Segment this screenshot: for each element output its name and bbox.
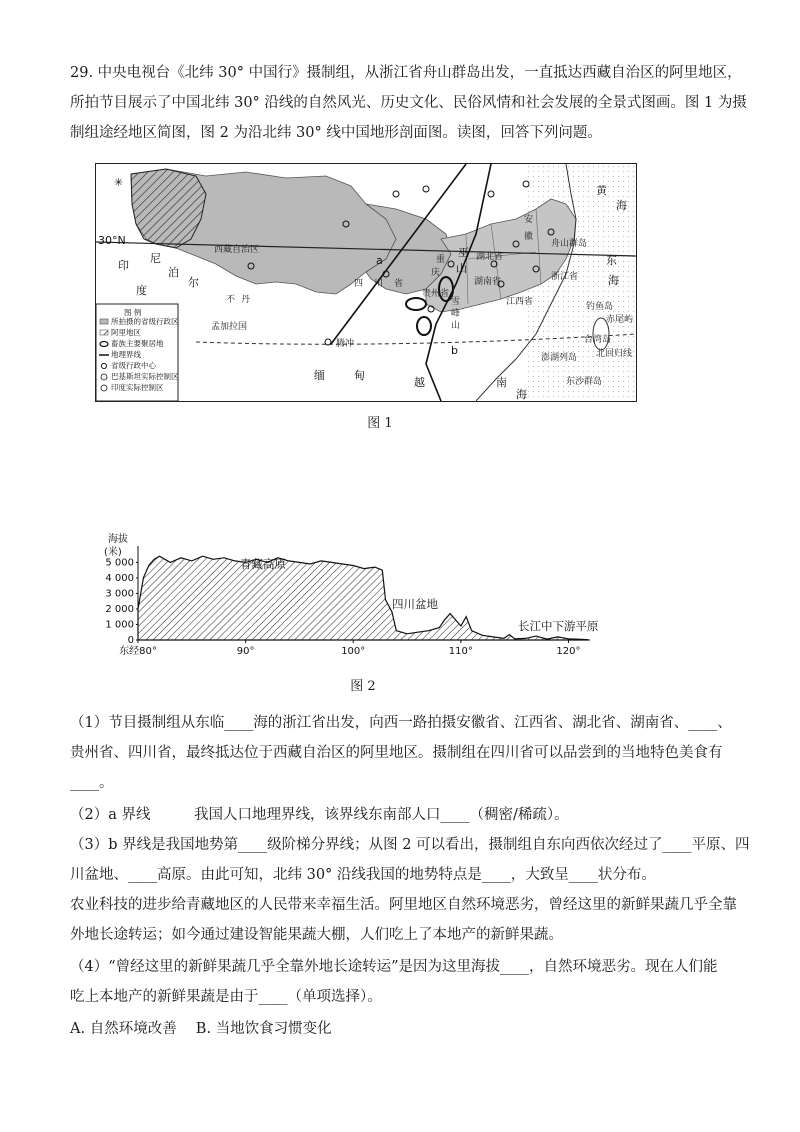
- y-ticks: [105, 557, 138, 646]
- x-tick-label: 120°: [556, 646, 581, 657]
- y-tick-label: 0: [127, 635, 134, 646]
- label-huanghai-1: 黄: [596, 184, 607, 197]
- figure-1-map: [95, 163, 637, 402]
- label-budan-2: 丹: [241, 295, 251, 305]
- x-tick-label: 东经80°: [119, 646, 157, 657]
- legend-item-3: 畜族主要聚居地: [111, 339, 164, 348]
- label-xuefeng-3: 山: [451, 321, 461, 331]
- label-tengchong: 腾冲: [336, 339, 355, 349]
- question-3-line-2: 川盆地、____高原。由此可知，北纬 30° 沿线我国的地势特点是____，大致呈____状分布。: [70, 867, 656, 883]
- legend-title: 图 例: [124, 308, 142, 317]
- label-miandian-1: 缅: [314, 369, 325, 382]
- label-chongqing-2: 庆: [431, 268, 441, 278]
- mountain-marker-3: [417, 317, 431, 335]
- legend-swatch-ali: [100, 330, 108, 335]
- label-niboer-2: 泊: [168, 266, 179, 279]
- compass-icon: ✳: [114, 176, 124, 189]
- legend-item-7: 印度实际控制区: [111, 383, 164, 392]
- label-chiwei: 赤尾屿: [606, 315, 634, 325]
- question-2: （2）a 界线 我国人口地理界线，该界线东南部人口____（稠密/稀疏）。: [70, 807, 569, 823]
- label-tropic: 北回归线: [596, 349, 633, 359]
- label-taiwan: 台湾岛: [584, 335, 612, 345]
- question-1-line-3: ____。: [70, 775, 114, 791]
- label-zhoushan: 舟山群岛: [551, 239, 588, 249]
- label-line-a: a: [376, 254, 383, 267]
- label-donghai-2: 海: [608, 274, 619, 287]
- label-wushan-1: 巫: [458, 246, 469, 259]
- label-basin: 四川盆地: [392, 597, 438, 611]
- label-yue: 越: [414, 376, 425, 389]
- question-1-line-1: （1）节目摄制组从东临____海的浙江省出发，向西一路拍摄安徽省、江西省、湖北省、湖南省、____、: [70, 715, 732, 731]
- label-guizhou: 贵州省: [422, 289, 450, 299]
- label-niboer-1: 尼: [150, 252, 161, 265]
- map-svg: [96, 164, 636, 401]
- figure-1-caption: 图 1: [367, 416, 393, 431]
- intro-line-2: 所拍节目展示了中国北纬 30° 沿线的自然风光、历史文化、民俗风情和社会发展的全景式图画。图 1 为摄: [70, 95, 747, 111]
- label-plain: 长江中下游平原: [518, 619, 599, 633]
- y-tick-label: 5 000: [105, 557, 134, 569]
- x-ticks: [119, 640, 580, 657]
- label-mengjiala: 孟加拉国: [211, 322, 248, 332]
- y-axis-title-1: 海拔: [108, 534, 128, 545]
- label-donghai-1: 东: [606, 254, 617, 267]
- label-niboer-3: 尔: [188, 276, 199, 289]
- legend-swatch-province: [100, 319, 108, 324]
- label-penghu: 澎湖列岛: [541, 353, 578, 363]
- label-hubei: 湖北省: [476, 252, 504, 262]
- legend-item-2: 阿里地区: [111, 328, 141, 337]
- legend-item-1: 所拍摄的省级行政区: [111, 317, 179, 326]
- label-hunan: 湖南省: [474, 277, 502, 287]
- intro-line-1: 29. 中央电视台《北纬 30° 中国行》摄制组，从浙江省舟山群岛出发，一直抵达西藏自治区的阿里地区，: [70, 65, 742, 81]
- x-tick-label: 110°: [448, 646, 473, 657]
- label-yindu-2: 度: [136, 284, 147, 297]
- label-diaoyu: 钓鱼岛: [586, 302, 614, 312]
- label-plateau: 青藏高原: [240, 557, 286, 571]
- mountain-marker-2: [406, 298, 426, 310]
- label-xuefeng-1: 雪: [451, 297, 461, 307]
- label-sichuan-1: 四: [354, 279, 364, 289]
- context-line-1: 农业科技的进步给青藏地区的人民带来幸福生活。阿里地区自然环境恶劣，曾经这里的新鲜果蔬几乎全靠: [70, 897, 737, 913]
- question-4-line-1: （4）“曾经这里的新鲜果蔬几乎全靠外地长途转运”是因为这里海拔____，自然环境恶劣。现在人们能: [70, 959, 718, 975]
- x-tick-label: 100°: [341, 646, 366, 657]
- label-dongsha: 东沙群岛: [566, 377, 603, 387]
- question-29-intro: [70, 58, 747, 148]
- label-miandian-2: 甸: [354, 369, 365, 382]
- question-1-line-2: 贵州省、四川省，最终抵达位于西藏自治区的阿里地区。摄制组在四川省可以品尝到的当地特色美食有: [70, 745, 723, 761]
- y-axis-title-2: (米): [104, 547, 122, 558]
- figure-2-profile: [100, 530, 600, 665]
- label-line-b: b: [451, 344, 458, 357]
- label-yindu-1: 印: [118, 259, 129, 272]
- x-tick-label: 90°: [236, 646, 255, 657]
- label-jiangxi: 江西省: [506, 297, 534, 307]
- legend-item-4: 地理界线: [111, 350, 141, 359]
- label-huanghai-2: 海: [616, 199, 627, 212]
- y-tick-label: 3 000: [105, 588, 134, 600]
- label-sichuan-2: 川: [374, 279, 384, 289]
- y-tick-label: 1 000: [105, 619, 134, 631]
- label-xuefeng-2: 峰: [451, 309, 461, 319]
- label-nanhai-1: 南: [496, 376, 507, 389]
- label-sichuan-3: 省: [394, 279, 404, 289]
- label-chongqing-1: 重: [436, 255, 446, 265]
- y-tick-label: 2 000: [105, 603, 134, 615]
- legend-item-6: 巴基斯坦实际控制区: [111, 372, 179, 381]
- label-zhejiang: 浙江省: [551, 272, 579, 282]
- figure-2-caption: 图 2: [350, 679, 376, 694]
- question-4-line-2: 吃上本地产的新鲜果蔬是由于____（单项选择）。: [70, 989, 382, 1005]
- y-tick-label: 4 000: [105, 572, 134, 584]
- legend-item-5: 省级行政中心: [111, 361, 156, 370]
- label-wushan-2: 山: [456, 262, 467, 275]
- context-line-2: 外地长途转运；如今通过建设智能果蔬大棚，人们吃上了本地产的新鲜果蔬。: [70, 927, 563, 943]
- label-anhui-2: 徽: [524, 232, 534, 242]
- label-anhui-1: 安: [524, 215, 534, 225]
- label-30n: 30°N: [98, 234, 126, 247]
- label-nanhai-2: 海: [516, 388, 527, 401]
- label-budan-1: 不: [226, 295, 236, 305]
- answer-options: A. 自然环境改善 B. 当地饮食习惯变化: [70, 1021, 332, 1037]
- label-xizang: 西藏自治区: [214, 245, 260, 255]
- map-legend: [96, 304, 179, 401]
- intro-line-3: 制组途经地区简图，图 2 为沿北纬 30° 线中国地形剖面图。读图，回答下列问题。: [70, 125, 602, 141]
- question-3-line-1: （3）b 界线是我国地势第____级阶梯分界线；从图 2 可以看出，摄制组自东向西依次经过了____平原、四: [70, 837, 750, 853]
- profile-chart-svg: [100, 530, 600, 665]
